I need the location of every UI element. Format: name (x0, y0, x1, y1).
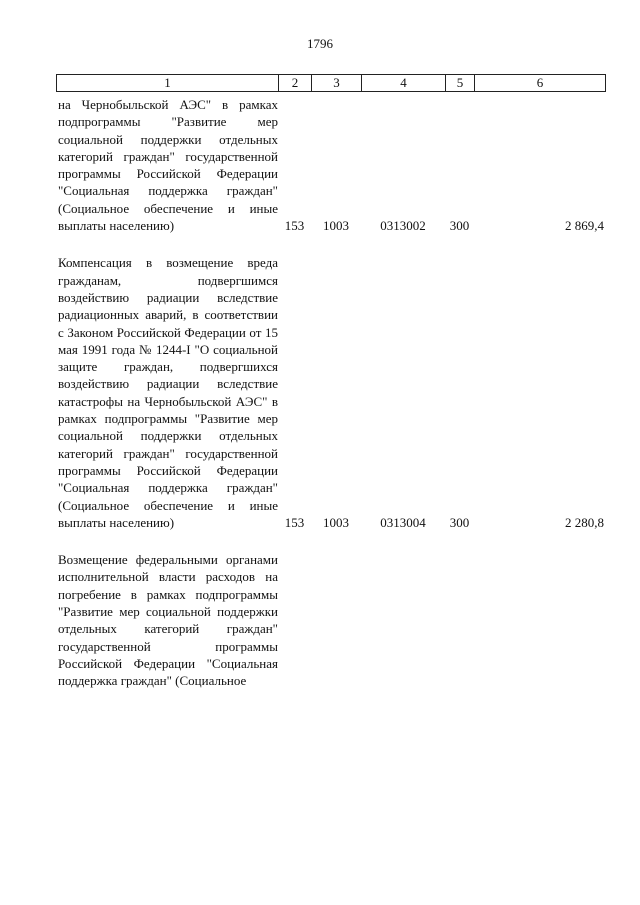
header-col-5: 5 (446, 75, 475, 91)
row-col-4: 0313004 (380, 514, 426, 530)
row-col-5: 300 (449, 514, 470, 530)
row-col-2: 153 (284, 218, 305, 234)
row-col-6: 2 280,8 (565, 514, 604, 530)
row-col-6: 2 869,4 (565, 218, 604, 234)
table-header (56, 74, 606, 92)
page-number: 1796 (307, 36, 333, 51)
row-description: Компенсация в возмещение вреда гражданам, подвергшимся воздействию радиации вследствие радиационных аварий, в соответствии с Законом Российской Федерации от 15 мая 1991 года № 1244-I "О социальной защите граждан, подвергшихся воздействию радиации вследствие катастрофы на Чернобыльской АЭС" в рамках подпрограммы "Развитие мер социальной поддержки отдельных категорий граждан" государственной программы Российской Федерации "Социальная поддержка граждан" (Социальное обеспечение и иные выплаты населению) (58, 255, 278, 530)
row-col-2: 153 (284, 514, 305, 530)
header-col-6: 6 (536, 75, 544, 90)
table-row (56, 254, 606, 531)
row-col-3: 1003 (323, 218, 349, 234)
header-col-1: 1 (57, 75, 279, 91)
row-description: на Чернобыльской АЭС" в рамках подпрограммы "Развитие мер социальной поддержки отдельных категорий граждан" государственной программы Российской Федерации "Социальная поддержка граждан" (Социальное обеспечение и иные выплаты населению) (58, 97, 278, 234)
row-col-4: 0313002 (380, 218, 426, 234)
header-col-3: 3 (312, 75, 362, 91)
table-row (56, 96, 606, 234)
row-col-3: 1003 (323, 514, 349, 530)
row-col-5: 300 (449, 218, 470, 234)
table-row (56, 551, 606, 689)
header-col-2: 2 (279, 75, 312, 91)
table-body (56, 96, 606, 710)
header-col-4: 4 (362, 75, 446, 91)
row-description: Возмещение федеральными органами исполнительной власти расходов на погребение в рамках подпрограммы "Развитие мер социальной поддержки отдельных категорий граждан" государственной программы Российской Федерации "Социальная поддержка граждан" (Социальное (58, 552, 278, 689)
